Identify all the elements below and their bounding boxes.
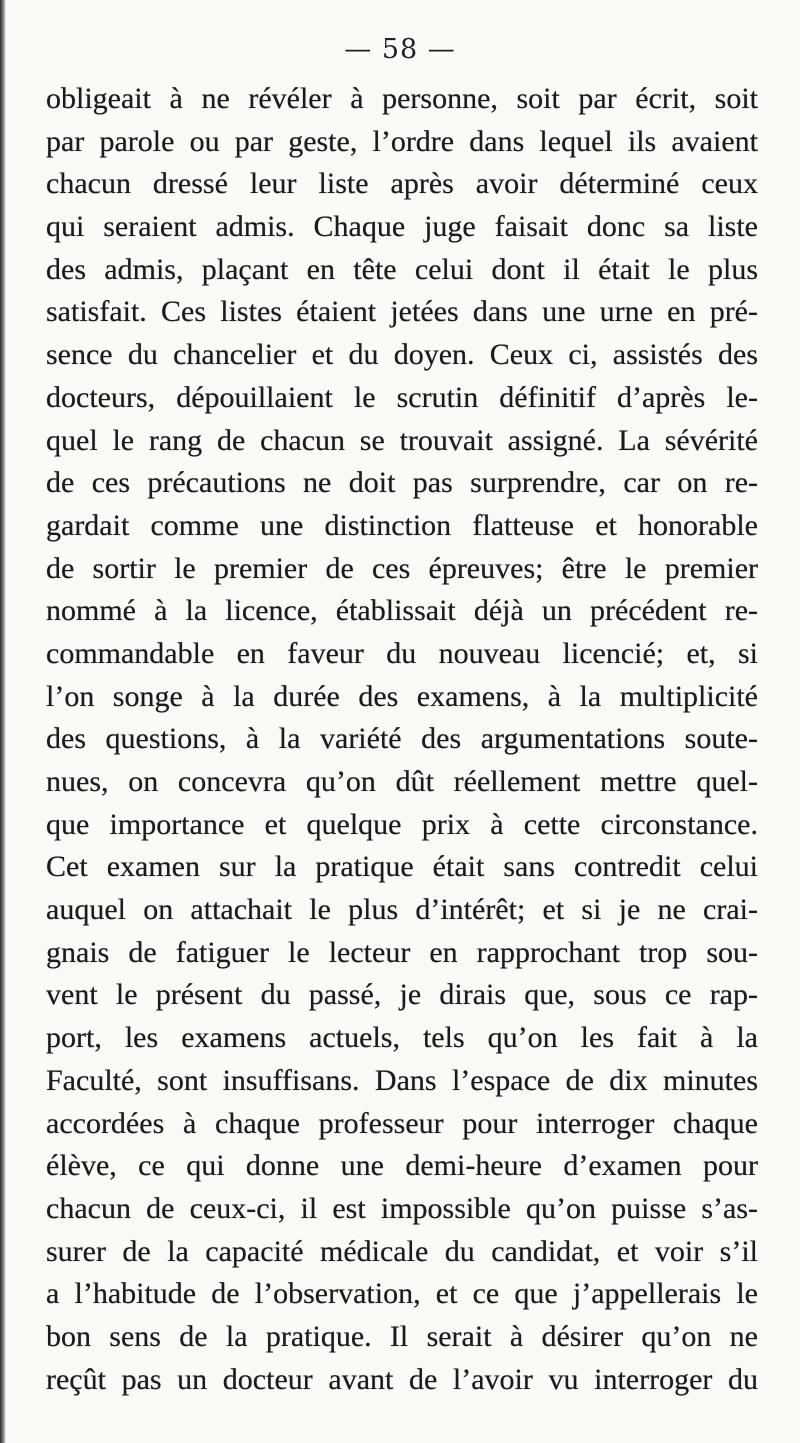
text-line: obligeait à ne révéler à personne, soit par écrit, soit [46,82,758,115]
text-line: nommé à la licence, établissait déjà un précédent re- [46,594,758,628]
text-line: quel le rang de chacun se trouvait assigné. La sévérité [46,423,758,457]
text-line: Cet examen sur la pratique était sans contredit celui [46,850,758,884]
text-line: a l’habitude de l’observation, et ce que j’appellerais le [46,1277,758,1311]
text-line: satisfait. Ces listes étaient jetées dans une urne en pré- [46,295,758,329]
text-line: reçût pas un docteur avant de l’avoir vu interroger du [46,1362,758,1396]
text-line: vent le présent du passé, je dirais que, sous ce rap- [46,978,758,1012]
text-line: chacun de ceux-ci, il est impossible qu’on puisse s’as- [46,1191,758,1225]
text-line: docteurs, dépouillaient le scrutin définitif d’après le- [46,380,758,414]
text-line: élève, ce qui donne une demi-heure d’examen pour [46,1149,758,1183]
text-line: de ces précautions ne doit pas surprendre, car on re- [46,466,758,500]
text-line: gardait comme une distinction flatteuse et honorable [46,508,758,542]
text-line: qui seraient admis. Chaque juge faisait donc sa liste [46,210,758,244]
text-line: bon sens de la pratique. Il serait à désirer qu’on ne [46,1319,758,1353]
text-line: Faculté, sont insuffisans. Dans l’espace de dix minutes [46,1063,758,1097]
text-line: des admis, plaçant en tête celui dont il était le plus [46,252,758,286]
text-line: chacun dressé leur liste après avoir déterminé ceux [46,167,758,201]
text-line: nues, on concevra qu’on dût réellement mettre quel- [46,765,758,798]
page-binding-edge [0,0,6,1443]
text-line: l’on songe à la durée des examens, à la multiplicité [46,679,758,713]
page-number: — 58 — [344,34,456,65]
text-line: auquel on attachait le plus d’intérêt; et si je ne crai- [46,893,758,927]
text-line: sence du chancelier et du doyen. Ceux ci, assistés des [46,338,758,372]
text-line: port, les examens actuels, tels qu’on les fait à la [46,1021,758,1055]
text-line: gnais de fatiguer le lecteur en rapprochant trop sou- [46,935,758,969]
text-line: de sortir le premier de ces épreuves; être le premier [46,551,758,585]
text-line: des questions, à la variété des argumentations soute- [46,722,758,756]
text-line: par parole ou par geste, l’ordre dans lequel ils avaient [46,124,758,158]
text-line: accordées à chaque professeur pour interroger chaque [46,1106,758,1140]
text-line: que importance et quelque prix à cette circonstance. [46,807,758,841]
text-line: commandable en faveur du nouveau licencié; et, si [46,636,758,670]
text-line: surer de la capacité médicale du candidat, et voir s’il [46,1234,758,1268]
body-text [46,78,758,1401]
